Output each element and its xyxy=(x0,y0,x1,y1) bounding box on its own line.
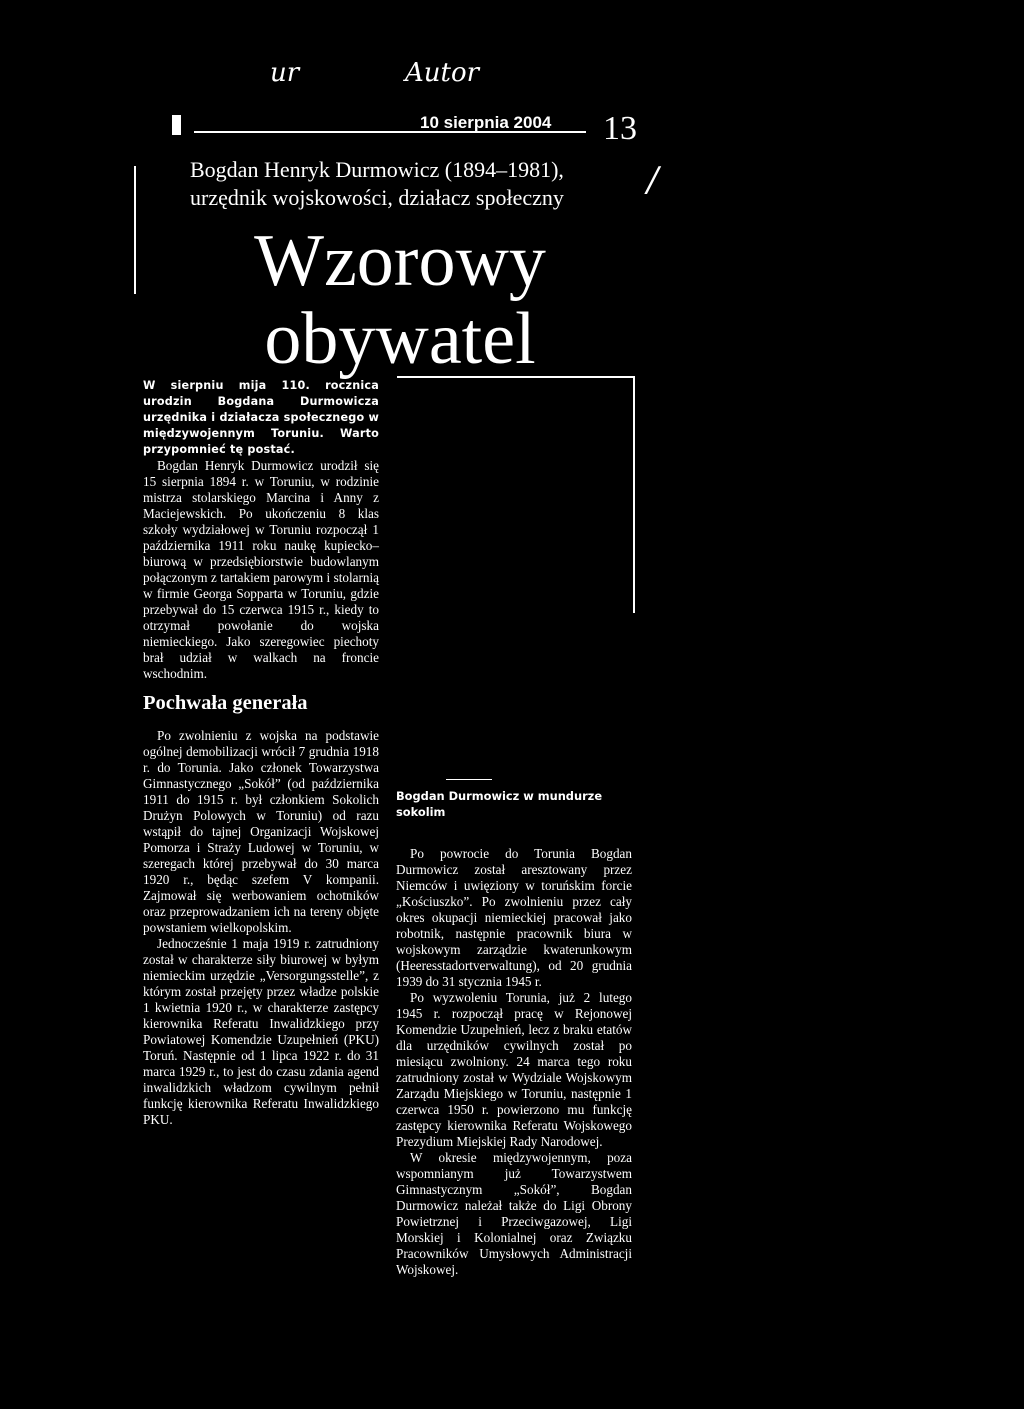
subtitle-line: urzędnik wojskowości, działacz społeczny xyxy=(190,185,564,210)
paragraph: Bogdan Henryk Durmowicz urodził się 15 sierpnia 1894 r. w Toruniu, w rodzinie mistrza stolarskiego Marcina i Anny z Maciejewskich. Po ukończeniu 8 klas szkoły wydziałowej w Toruniu rozpoczął 1 października 1911 roku naukę kupiecko–biurową w przedsiębiorstwie budowlanym połączonym z tartakiem parowym i stolarnią w firmie Georga Sopparta w Toruniu, gdzie przebywał do 15 czerwca 1915 r., kiedy to otrzymał powołanie do wojska niemieckiego. Jako szeregowiec piechoty brał udział w walkach na froncie wschodnim. xyxy=(143,458,379,681)
caption-dash xyxy=(446,779,492,780)
article-column-1 xyxy=(143,378,379,1128)
paragraph: Jednocześnie 1 maja 1919 r. zatrudniony został w charakterze siły biurowej w byłym niemieckim urzędzie „Versorgungsstelle”, z którym został przejęty przez władze polskie 1 kwietnia 1920 r., w charakterze zastępcy kierownika Referatu Inwalidzkiego przy Powiatowej Komendzie Uzupełnień (PKU) Toruń. Następnie od 1 lipca 1922 r. do 31 marca 1929 r., to jest do czasu zdania agend inwalidzkich władzom cywilnym pełnił funkcję kierownika Referatu Inwalidzkiego PKU. xyxy=(143,936,379,1127)
section-subheading: Pochwała generała xyxy=(143,692,308,714)
headline-line: obywatel xyxy=(264,298,536,380)
photo-frame xyxy=(397,376,635,613)
paragraph: Po wyzwoleniu Torunia, już 2 lutego 1945 r. rozpoczął pracę w Rejonowej Komendzie Uzupełnień, lecz z braku etatów dla urzędników cywilnych został po miesiącu zwolniony. 24 marca tego roku zatrudniony został w Wydziale Wojskowym Zarządu Miejskiego w Toruniu, następnie 1 czerwca 1950 r. powierzono mu funkcję zastępcy kierownika Referatu Wojskowego Prezydium Miejskiej Rady Narodowej. xyxy=(396,990,632,1149)
subtitle-line: Bogdan Henryk Durmowicz (1894–1981), xyxy=(190,157,564,182)
headline-line: Wzorowy xyxy=(254,220,546,302)
paragraph: Po zwolnieniu z wojska na podstawie ogólnej demobilizacji wrócił 7 grudnia 1918 r. do Torunia. Jako członek Towarzystwa Gimnastycznego „Sokół” (od października 1911 do 1915 r. był członkiem Sokolich Drużyn Polowych w Toruniu) od razu wstąpił do tajnej Organizacji Wojskowej Pomorza i Straży Ludowej w Toruniu, w szeregach której przebywał do 30 marca 1920 r., będąc szefem V kompanii. Zajmował się werbowaniem ochotników oraz przeprowadzaniem ich na tereny objęte powstaniem wielkopolskim. xyxy=(143,728,379,935)
article-subtitle xyxy=(190,156,650,212)
article-lead: W sierpniu mija 110. rocznica urodzin Bogdana Durmowicza urzędnika i działacza społecznego w międzywojennym Toruniu. Warto przypomnieć tę postać. xyxy=(143,379,379,456)
handwritten-note-left: ur xyxy=(270,58,300,88)
margin-mark: / xyxy=(647,160,659,200)
paragraph: Po powrocie do Torunia Bogdan Durmowicz został aresztowany przez Niemców i uwięziony w toruńskim forcie „Kościuszko”. Po zwolnieniu przez cały okres okupacji niemieckiej pracował jako robotnik, następnie pracownik biura w wojskowym zarządzie kwaterunkowym (Heeresstadortverwaltung), od 20 grudnia 1939 do 31 stycznia 1945 r. xyxy=(396,846,632,989)
paragraph: W okresie międzywojennym, poza wspomnianym już Towarzystwem Gimnastycznym „Sokół”, Bogdan Durmowicz należał także do Ligi Obrony Powietrznej i Przeciwgazowej, Ligi Morskiej i Kolonialnej oraz Związku Pracowników Umysłowych Administracji Wojskowej. xyxy=(396,1150,632,1277)
handwritten-note-author: Autor xyxy=(405,58,480,88)
article-column-2 xyxy=(396,846,632,1278)
article-headline xyxy=(190,222,610,378)
issue-date: 10 sierpnia 2004 xyxy=(420,113,552,132)
photo-caption: Bogdan Durmowicz w mundurze sokolim xyxy=(396,789,603,819)
margin-rule xyxy=(134,166,136,294)
page-number: 13 xyxy=(603,110,637,147)
header-mark xyxy=(172,115,181,135)
